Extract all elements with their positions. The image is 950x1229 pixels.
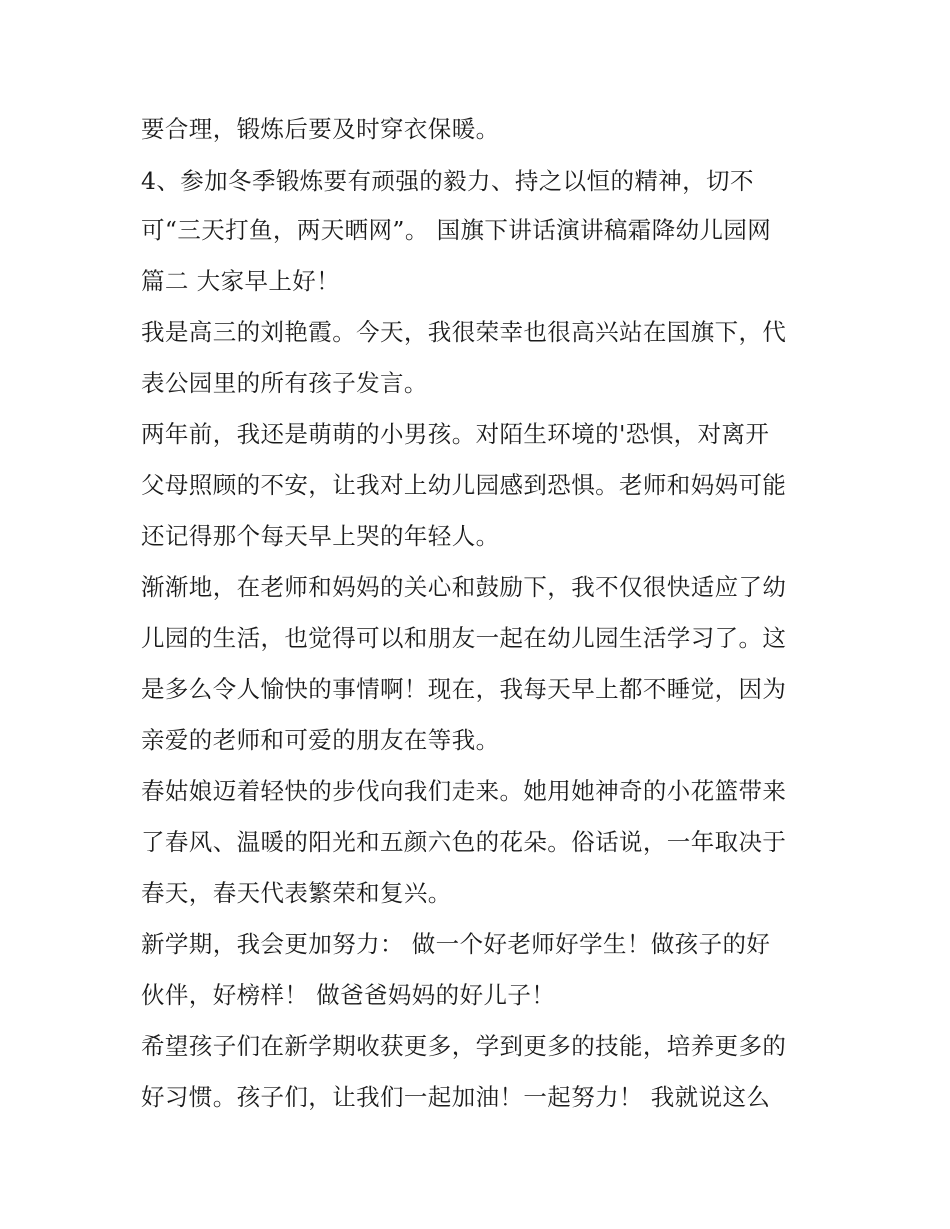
text-line: 了春风、温暖的阳光和五颜六色的花朵。俗话说，一年取决于 [141,828,787,856]
text-line: 父母照顾的不安，让我对上幼儿园感到恐惧。老师和妈妈可能 [141,471,787,499]
text-line: 春天，春天代表繁荣和复兴。 [141,879,452,907]
text-line: 儿园的生活，也觉得可以和朋友一起在幼儿园生活学习了。这 [141,624,787,652]
text-line: 是多么令人愉快的事情啊！现在，我每天早上都不睡觉，因为 [141,675,787,703]
text-line: 渐渐地，在老师和妈妈的关心和鼓励下，我不仅很快适应了幼 [141,573,787,601]
text-line: 春姑娘迈着轻快的步伐向我们走来。她用她神奇的小花篮带来 [141,777,787,805]
text-line: 4、参加冬季锻炼要有顽强的毅力、持之以恒的精神，切不 [141,167,754,195]
text-line: 要合理，锻炼后要及时穿衣保暖。 [141,115,500,143]
text-line: 伙伴，好榜样！ 做爸爸妈妈的好儿子！ [141,981,556,1009]
text-line: 亲爱的老师和可爱的朋友在等我。 [141,726,500,754]
text-line: 我是高三的刘艳霞。今天，我很荣幸也很高兴站在国旗下，代 [141,318,787,346]
text-line: 篇二 大家早上好！ [141,267,341,295]
text-line: 还记得那个每天早上哭的年轻人。 [141,522,500,550]
text-line: 新学期，我会更加努力： 做一个好老师好学生！做孩子的好 [141,930,771,958]
text-line: 好习惯。孩子们，让我们一起加油！一起努力！ 我就说这么 [141,1083,771,1111]
text-line: 两年前，我还是萌萌的小男孩。对陌生环境的'恐惧，对离开 [141,420,770,448]
text-line: 可“三天打鱼，两天晒网”。 国旗下讲话演讲稿霜降幼儿园网 [141,216,772,244]
text-line: 希望孩子们在新学期收获更多，学到更多的技能，培养更多的 [141,1032,787,1060]
text-line: 表公园里的所有孩子发言。 [141,369,428,397]
